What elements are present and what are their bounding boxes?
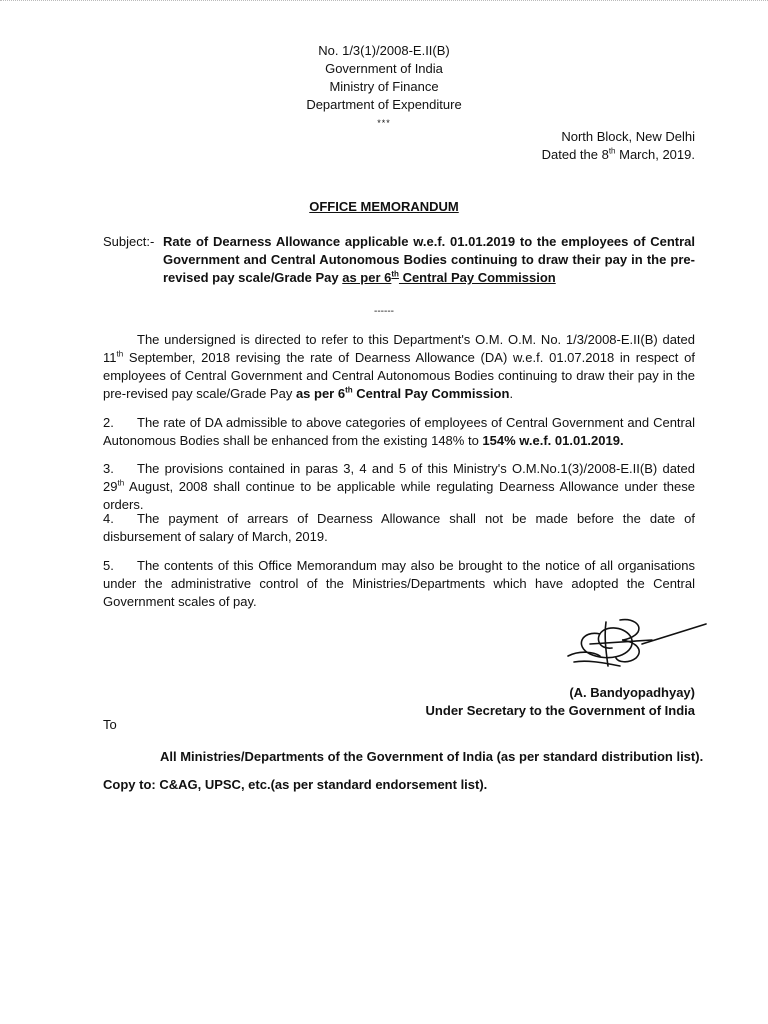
paragraph-4: 4. The payment of arrears of Dearness Allowance shall not be made before the date of disbursement of salary of March, 2019.: [103, 511, 695, 544]
memo-title: OFFICE MEMORANDUM: [309, 199, 459, 214]
signatory-name: (A. Bandyopadhyay): [569, 685, 695, 700]
place-and-date: [542, 128, 695, 164]
date-line: Dated the 8th March, 2019.: [541, 146, 695, 162]
government-name: Government of India: [325, 61, 443, 76]
letterhead: [0, 42, 768, 132]
location: North Block, New Delhi: [561, 129, 695, 144]
distribution-list: All Ministries/Departments of the Government of India (as per standard distribution list).: [160, 749, 704, 764]
paragraph-5: 5. The contents of this Office Memorandum may also be brought to the notice of all organisations under the administrative control of the Ministries/Departments which have adopted the Central Government scales of pay.: [103, 558, 695, 609]
to-label: To: [103, 717, 117, 732]
signatory-block: [426, 684, 695, 720]
section-divider: ------: [374, 306, 394, 317]
file-number: No. 1/3(1)/2008-E.II(B): [318, 43, 450, 58]
ministry-name: Ministry of Finance: [329, 79, 439, 94]
paragraph-3: 3. The provisions contained in paras 3, 4 and 5 of this Ministry's O.M.No.1(3)/2008-E.II(B) dated 29th August, 2008 shall continue to be applicable while regulating Dearness Allowance under these orders.: [103, 461, 695, 512]
department-name: Department of Expenditure: [306, 97, 462, 112]
subject-text: Rate of Dearness Allowance applicable w.e.f. 01.01.2019 to the employees of Central Government and Central Autonomous Bodies continuing to draw their pay in the pre-revised pay scale/Grade Pay as per 6th Central Pay Commission: [163, 234, 695, 285]
paragraph-1: The undersigned is directed to refer to this Department's O.M. O.M. No. 1/3/2008-E.II(B) dated 11th September, 2018 revising the rate of Dearness Allowance (DA) w.e.f. 01.07.2018 in respect of employees of Central Government and Central Autonomous Bodies continuing to draw their pay in the pre-revised pay scale/Grade Pay as per 6th Central Pay Commission.: [103, 332, 695, 401]
subject-label: Subject:-: [103, 234, 155, 249]
header-separator: ***: [377, 118, 391, 128]
signature-image: [560, 610, 720, 680]
copy-to: Copy to: C&AG, UPSC, etc.(as per standard endorsement list).: [103, 777, 488, 792]
scan-border: [0, 0, 768, 3]
paragraph-2: 2. The rate of DA admissible to above categories of employees of Central Government and Central Autonomous Bodies shall be enhanced from the existing 148% to 154% w.e.f. 01.01.2019.: [103, 415, 695, 448]
signatory-designation: Under Secretary to the Government of India: [425, 703, 695, 718]
